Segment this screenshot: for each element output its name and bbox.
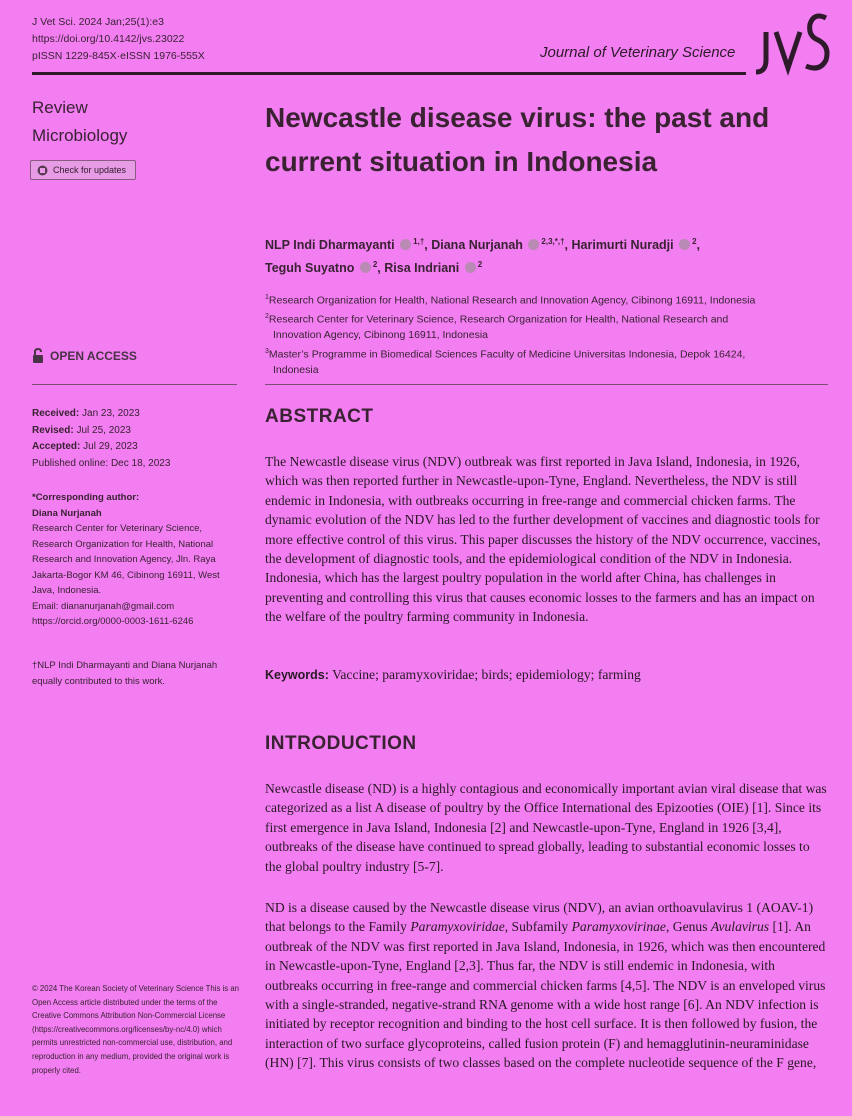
open-access-label: OPEN ACCESS (50, 349, 137, 363)
author-affil: 2 (692, 237, 697, 246)
article-title: Newcastle disease virus: the past and current situation in Indonesia (265, 102, 770, 177)
published-online: Published online: Dec 18, 2023 (32, 457, 171, 469)
affiliation-2-cont: Innovation Agency, Cibinong 16911, Indonesia (273, 329, 489, 341)
corresponding-label: *Corresponding author: (32, 492, 140, 503)
orcid-icon[interactable] (400, 239, 411, 250)
orcid-icon[interactable] (679, 239, 690, 250)
author-name: NLP Indi Dharmayanti (265, 238, 395, 253)
orcid-icon[interactable] (528, 239, 539, 250)
affiliation-2: Research Center for Veterinary Science, Research Organization for Health, National Research and (268, 313, 729, 326)
affil-number: 1 (265, 294, 269, 301)
doi-link[interactable]: https://doi.org/10.4142/jvs.23022 (32, 33, 185, 45)
issn: pISSN 1229-845X·eISSN 1976-555X (32, 50, 205, 62)
orcid-icon[interactable] (360, 262, 371, 273)
intro-text: ND is a disease caused by the Newcastle disease virus (NDV), an avian orthoavulavirus 1 (AOAV-1) that belongs to the Family (265, 900, 814, 935)
received-date: Jan 23, 2023 (82, 408, 140, 419)
author-list: NLP Indi Dharmayanti $^{1,\dagger}$, Diana Nurjanah $^{2,3,*,\dagger}$, Harimurti Nuradji $^2$, Teguh Suyatno $^2$, Risa Indriani $^2$ (265, 237, 701, 276)
affiliation-3-cont: Indonesia (273, 363, 319, 376)
taxon-family: Paramyxoviridae (410, 919, 505, 935)
author-name: Teguh Suyatno (265, 261, 355, 276)
article-category: Microbiology (32, 126, 128, 145)
check-updates-label: Check for updates (53, 165, 127, 175)
author-affil: 2 (372, 260, 378, 270)
header-rule (32, 72, 746, 75)
check-updates-icon (37, 165, 48, 176)
intro-text: , Genus (665, 919, 711, 935)
author-name: Diana Nurjanah (431, 238, 523, 253)
intro-paragraph-1: Newcastle disease (ND) is a highly contagious and economically important avian viral disease that was categorized as a list A disease of poultry by the Office International des Epizooties (OIE) [1]. Since its first emergence in Java Island, Indonesia [2] and Newcastle-upon-Tyne, England in 1926 [3,4], outbreaks of the disease have continued to spread globally, leading to substantial economic losses to the global poultry industry [5-7]. (265, 781, 827, 874)
article-type: Review (32, 98, 88, 117)
affiliation-1: Research Organization for Health, National Research and Innovation Agency, Cibinong 16911, Indonesia (268, 294, 756, 307)
author-affil: 2 (477, 260, 483, 270)
journal-name: Journal of Veterinary Science (540, 44, 736, 61)
keywords (265, 667, 825, 683)
orcid-icon[interactable] (465, 262, 476, 273)
open-access-badge (32, 348, 137, 364)
revised-label: Revised: (32, 424, 74, 436)
received-label: Received: (32, 408, 80, 419)
revised-date: Jul 25, 2023 (76, 424, 131, 436)
author-name: Risa Indriani (384, 261, 460, 276)
author-affil: 1,† (413, 237, 425, 246)
taxon-subfamily: Paramyxovirinae (571, 919, 666, 935)
open-lock-icon (32, 348, 44, 364)
license-text: © 2024 The Korean Society of Veterinary Science This is an Open Access article distributed under the terms of the Creative Commons Attribution Non-Commercial License (https://creativecommons.org/licenses/by-nc/4.0) which permits unrestricted non-commercial use, distribution, and reproduction in any medium, provided the original work is properly cited. (32, 984, 239, 1075)
abstract-heading: ABSTRACT (265, 406, 374, 427)
corresponding-name: Diana Nurjanah (32, 507, 102, 519)
dates-block (32, 406, 170, 472)
abstract-text: The Newcastle disease virus (NDV) outbreak was first reported in Java Island, Indonesia, in 1926, which was then reported further in Newcastle-upon-Tyne, England. Nevertheless, the NDV is still endemic in Indonesia, with outbreaks occurring in free-range and commercial chicken farms. The dynamic evolution of the NDV has led to the further development of vaccines and diagnostic tools for more effective control of this virus. This paper discusses the history of the NDV occurrence, vaccines, the development of diagnostic tools, and the epidemiological condition of the NDV in Indonesia. Indonesia, which has the largest poultry population in the world after China, has challenges in preventing and controlling this virus that causes economic losses to the farmers and has an impact on the welfare of the poultry farming community in Indonesia. (265, 454, 821, 625)
sidebar-rule (32, 384, 237, 385)
accepted-label: Accepted: (32, 441, 81, 452)
affil-number: 2 (265, 313, 269, 320)
intro-text: [1]. An outbreak of the NDV was first reported in Java Island, Indonesia, in 1926, which was then encountered in Newcastle-upon-Tyne, England [2,3]. Thus far, the NDV is still endemic in Indonesia, with outbreaks occurring in free-range and commercial chicken farms [4,5]. The NDV is an enveloped virus with a single-stranded, negative-strand RNA genome with a wide host range [6]. An NDV infection is initiated by receptor recognition and binding to the host cell surface. It is then followed by fusion, the interaction of two surface glycoproteins, called fusion protein (F) and hemagglutinin-neuraminidase (HN) [7]. This virus consists of two classes based on the complete nucleotide sequence of the F gene, (265, 919, 826, 1071)
citation-block (32, 14, 205, 65)
accepted-date: Jul 29, 2023 (83, 441, 138, 452)
intro-text: , Subfamily (504, 919, 572, 935)
intro-paragraph-2 (265, 898, 827, 1073)
corresponding-email[interactable]: Email: diananurjanah@gmail.com (32, 600, 175, 612)
check-for-updates-button[interactable] (30, 160, 136, 180)
corresponding-author (32, 490, 237, 630)
author-name: Harimurti Nuradji (571, 238, 674, 253)
taxon-genus: Avulavirus (710, 919, 770, 935)
keywords-label: Keywords: (265, 668, 329, 682)
affiliations (265, 290, 825, 378)
keywords-list: Vaccine; paramyxoviridae; birds; epidemiology; farming (332, 667, 641, 682)
affiliation-3: Master’s Programme in Biomedical Sciences Faculty of Medicine Universitas Indonesia, Depok 16424, (268, 348, 746, 360)
main-rule (265, 384, 828, 385)
contribution-note: †NLP Indi Dharmayanti and Diana Nurjanah equally contributed to this work. (32, 660, 218, 687)
author-affil: 2,3,*,† (541, 237, 565, 246)
introduction-heading: INTRODUCTION (265, 733, 417, 754)
citation: J Vet Sci. 2024 Jan;25(1):e3 (32, 16, 164, 28)
corresponding-address: Research Center for Veterinary Science, Research Organization for Health, National Research and Innovation Agency, Jln. Raya Jakarta-Bogor KM 46, Cibinong 16911, West Java, Indonesia. (32, 523, 220, 596)
jvs-logo (752, 10, 832, 76)
affil-number: 3 (265, 347, 269, 355)
orcid-link[interactable]: https://orcid.org/0000-0003-1611-6246 (32, 616, 194, 627)
